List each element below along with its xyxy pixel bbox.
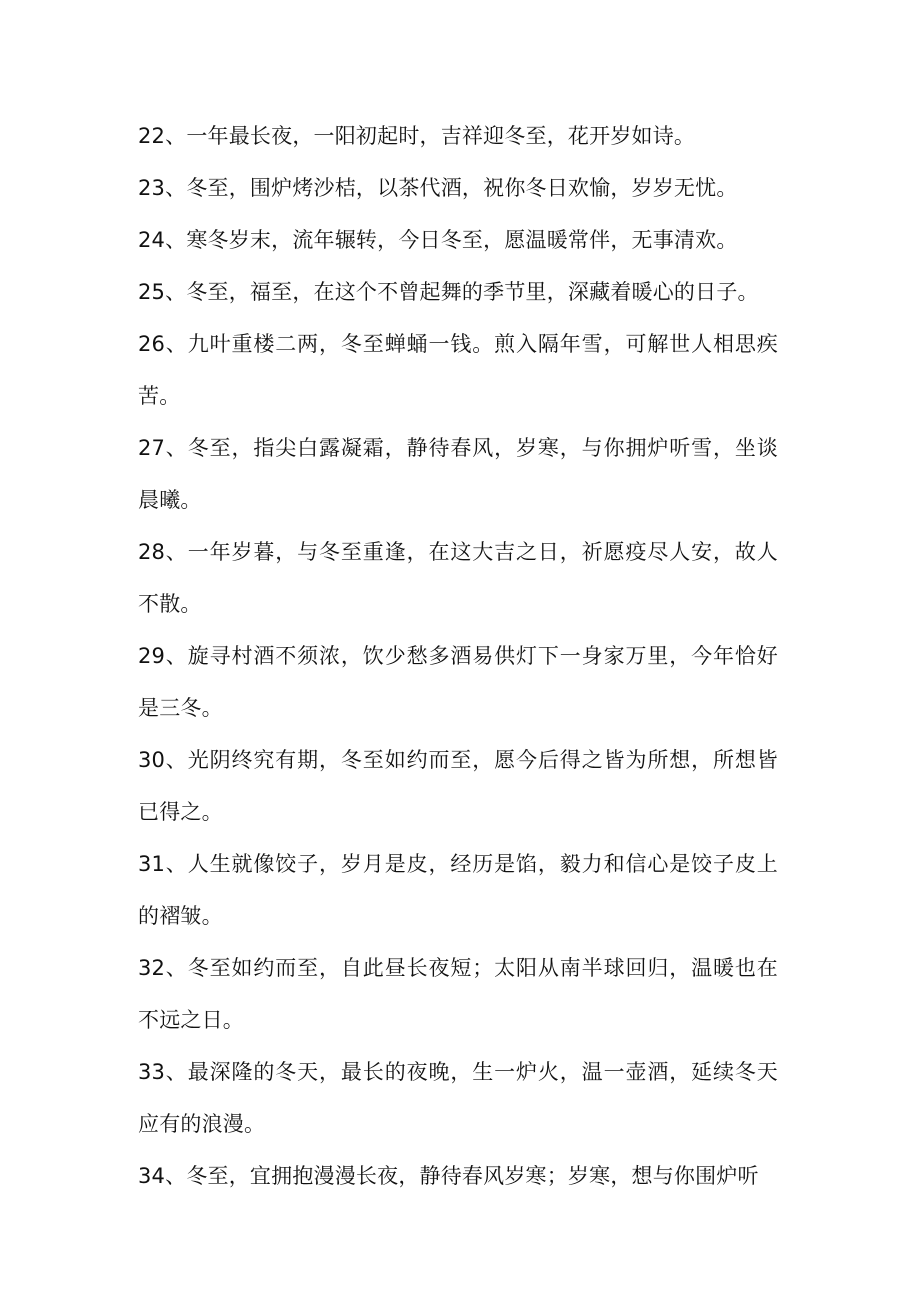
list-item: 29、旋寻村酒不须浓，饮少愁多酒易供灯下一身家万里，今年恰好是三冬。: [138, 644, 778, 720]
list-item: 27、冬至，指尖白露凝霜，静待春风，岁寒，与你拥炉听雪，坐谈晨曦。: [138, 436, 778, 512]
list-item: 34、冬至，宜拥抱漫漫长夜，静待春风岁寒；岁寒，想与你围炉听: [138, 1164, 759, 1188]
list-item: 30、光阴终究有期，冬至如约而至，愿今后得之皆为所想，所想皆已得之。: [138, 748, 778, 824]
document-body: [138, 110, 778, 1202]
list-item: 25、冬至，福至，在这个不曾起舞的季节里，深藏着暖心的日子。: [138, 280, 759, 304]
list-item: 24、寒冬岁末，流年辗转，今日冬至，愿温暖常伴，无事清欢。: [138, 228, 738, 252]
list-item: 28、一年岁暮，与冬至重逢，在这大吉之日，祈愿疫尽人安，故人不散。: [138, 540, 778, 616]
list-item: 32、冬至如约而至，自此昼长夜短；太阳从南半球回归，温暖也在不远之日。: [138, 956, 778, 1032]
list-item: 22、一年最长夜，一阳初起时，吉祥迎冬至，花开岁如诗。: [138, 124, 696, 148]
list-item: 26、九叶重楼二两，冬至蝉蛹一钱。煎入隔年雪，可解世人相思疾苦。: [138, 332, 778, 408]
list-item: 33、最深隆的冬天，最长的夜晚，生一炉火，温一壶酒，延续冬天应有的浪漫。: [138, 1060, 778, 1136]
list-item: 31、人生就像饺子，岁月是皮，经历是馅，毅力和信心是饺子皮上的褶皱。: [138, 852, 778, 928]
list-item: 23、冬至，围炉烤沙桔，以茶代酒，祝你冬日欢愉，岁岁无忧。: [138, 176, 738, 200]
